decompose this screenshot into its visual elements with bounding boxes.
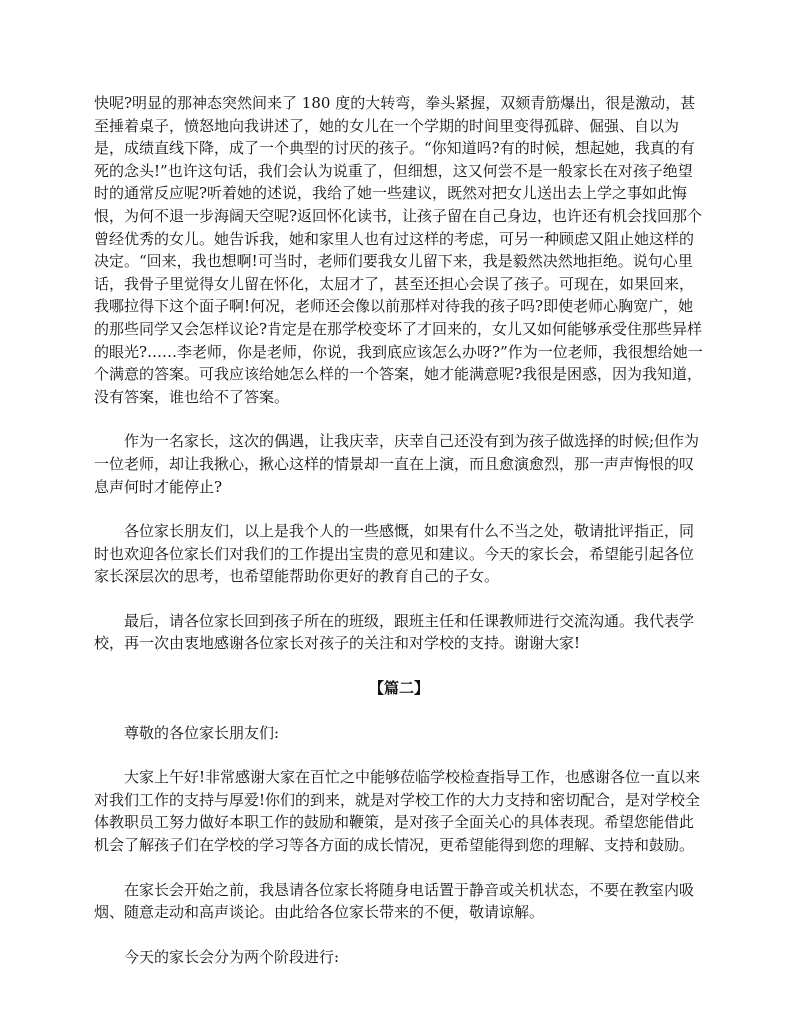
paragraph-continued-story: 快呢?明显的那神态突然间来了 180 度的大转弯，拳头紧握，双颏青筋爆出，很是激动，甚至捶着桌子，愤怒地向我讲述了，她的女儿在一个学期的时间里变得孤辟、倔强、自以为是，成绩直线下降，成了一个典型的讨厌的孩子。“你知道吗?有的时候，想起她，我真的有死的念头!”也许这句话，我们会认为说重了，但细想，这又何尝不是一般家长在对孩子绝望时的通常反应呢?听着她的述说，我给了她一些建议，既然对把女儿送出去上学之事如此悔恨，为何不退一步海阔天空呢?返回怀化读书，让孩子留在自己身边，也许还有机会找回那个曾经优秀的女儿。她告诉我，她和家里人也有过这样的考虑，可另一种顾虑又阻止她这样的决定。“回来，我也想啊!可当时，老师们要我女儿留下来，我是毅然决然地拒绝。说句心里话，我骨子里觉得女儿留在怀化，太屈才了，甚至还担心会误了孩子。可现在，如果回来，我哪拉得下这个面子啊!何况，老师还会像以前那样对待我的孩子吗?即使老师心胸宽广，她的那些同学又会怎样议论?肯定是在那学校变坏了才回来的，女儿又如何能够承受住那些异样的眼光?……李老师，你是老师，你说，我到底应该怎么办呀?”作为一位老师，我很想给她一个满意的答案。可我应该给她怎么样的一个答案，她才能满意呢?我很是困惑，因为我知道，没有答案，谁也给不了答案。 xyxy=(94,94,703,406)
paragraph-salutation: 尊敬的各位家长朋友们: xyxy=(124,723,280,742)
paragraph-request-feedback: 各位家长朋友们，以上是我个人的一些感慨，如果有什么不当之处，敬请批评指正，同时也欢迎各位家长们对我们的工作提出宝贵的意见和建议。今天的家长会，希望能引起各位家长深层次的思考，也希望能帮助你更好的教育自己的子女。 xyxy=(94,522,695,586)
paragraph-parent-reflection: 作为一名家长，这次的偶遇，让我庆幸，庆幸自己还没有到为孩子做选择的时候;但作为一位老师，却让我揪心，揪心这样的情景却一直在上演，而且愈演愈烈，那一声声悔恨的叹息声何时才能停止? xyxy=(94,432,700,496)
paragraph-closing-thanks: 最后，请各位家长回到孩子所在的班级，跟班主任和任课教师进行交流沟通。我代表学校，再一次由衷地感谢各位家长对孩子的关注和对学校的支持。谢谢大家! xyxy=(94,611,695,653)
document-page xyxy=(94,92,704,968)
paragraph-phone-notice: 在家长会开始之前，我恳请各位家长将随身电话置于静音或关机状态，不要在教室内吸烟、随意走动和高声谈论。由此给各位家长带来的不便，敬请谅解。 xyxy=(94,880,695,922)
paragraph-meeting-stages: 今天的家长会分为两个阶段进行: xyxy=(124,947,340,966)
paragraph-welcome: 大家上午好!非常感谢大家在百忙之中能够莅临学校检查指导工作，也感谢各位一直以来对我们工作的支持与厚爱!你们的到来，就是对学校工作的大力支持和密切配合，是对学校全体教职员工努力做好本职工作的鼓励和鞭策，是对孩子全面关心的具体表现。希望您能借此机会了解孩子们在学校的学习等各方面的成长情况，更希望能得到您的理解、支持和鼓励。 xyxy=(94,768,701,855)
section-heading: 【篇二】 xyxy=(368,679,429,698)
